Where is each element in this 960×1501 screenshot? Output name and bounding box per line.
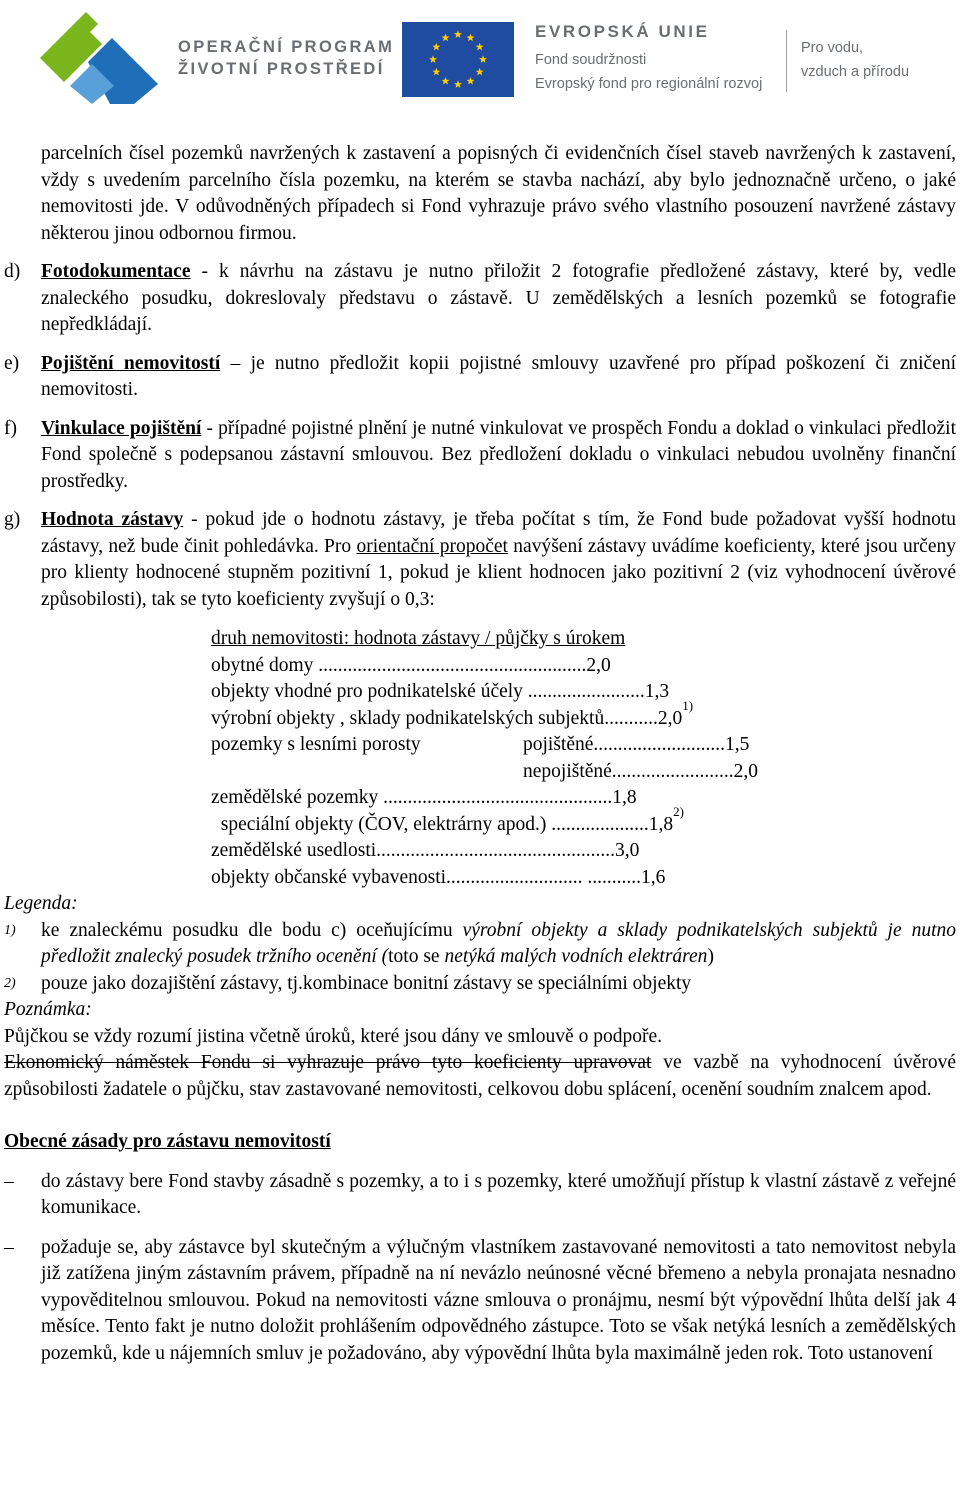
item-e-title: Pojištění nemovitostí xyxy=(41,352,221,374)
item-e xyxy=(4,351,956,404)
coef-row-footnote: 1) xyxy=(682,697,694,713)
bullet-marker: – xyxy=(4,1236,14,1258)
note-struck-text: Ekonomický náměstek Fondu si vyhrazuje právo tyto koeficienty upravovat xyxy=(4,1052,652,1073)
bullet-text: požaduje se, aby zástavce byl skutečným a výlučným vlastníkem zastavované nemovitosti a tato nemovitost nebyla již zatížena jiným zástavním právem, případně na ní nevázlo neúnosné věcné břemeno a nebyla pronajata nesnadno vypověditelnou smlouvou. Pokud na nemovitosti vázne smlouva o pronájmu, nesmí být výpovědní lhůta delší jak 4 měsíce. Tento fakt je nutno doložit prohlášením odpovědného zástupce. Toto se však netýká lesních a zemědělských pozemků, kde u nájemních smluv je požadováno, aby výpovědní lhůta byla maximálně jeden rok. Toto ustanovení xyxy=(41,1236,956,1364)
coef-row xyxy=(211,759,956,786)
coef-row-sub-uninsured: nepojištěné.........................2,0 xyxy=(523,760,759,782)
note-title: Poznámka: xyxy=(4,999,92,1020)
legend-item-2 xyxy=(4,971,956,998)
item-f xyxy=(4,416,956,496)
item-f-text: - případné pojistné plnění je nutné vinkulovat ve prospěch Fondu a doklad o vinkulaci předložit Fond společně s podepsanou zástavní smlouvou. Bez předložení dokladu o vinkulaci nebudou uvolněny finanční prostředky. xyxy=(41,417,956,492)
coef-row xyxy=(211,865,956,892)
item-e-marker: e) xyxy=(4,352,20,374)
note-line-1: Půjčkou se vždy rozumí jistina včetně úroků, které jsou dány ve smlouvě o podpoře. xyxy=(4,1025,662,1047)
document-body xyxy=(4,141,956,1367)
coef-row-label: objekty občanské vybavenosti............................ ...........1,6 xyxy=(211,866,666,888)
item-f-marker: f) xyxy=(4,417,17,439)
legend-1-text-c: toto se xyxy=(388,946,445,967)
legend-1-text-b: výrobní objekty a sklady podnikatelských subjektů je nutno předložit znalecký posudek tržního ocenění ( xyxy=(41,919,956,967)
item-d xyxy=(4,259,956,339)
program-line-2: ŽIVOTNÍ PROSTŘEDÍ xyxy=(178,60,385,78)
coef-row xyxy=(211,697,956,733)
program-line-1: OPERAČNÍ PROGRAM xyxy=(178,38,395,56)
coef-row-sub-insured: pojištěné...........................1,5 xyxy=(523,734,750,755)
bullet-text: do zástavy bere Fond stavby zásadně s pozemky, a to i s pozemky, které umožňují přístup k vlastní zástavě z veřejné komunikace. xyxy=(41,1170,956,1218)
item-d-title: Fotodokumentace xyxy=(41,261,191,282)
legend-1-text-a: ke znaleckému posudku dle bodu c) oceňujícímu xyxy=(41,919,463,941)
eu-fund-regional: Evropský fond pro regionální rozvoj xyxy=(535,76,763,92)
section-title: Obecné zásady pro zástavu nemovitostí xyxy=(4,1131,331,1152)
item-g-marker: g) xyxy=(4,509,21,530)
coef-row xyxy=(211,679,956,706)
eu-flag-icon xyxy=(402,22,514,97)
item-d-marker: d) xyxy=(4,261,21,282)
coef-row-label: zemědělské pozemky ...............................................1,8 xyxy=(211,787,637,808)
coef-row xyxy=(211,785,956,812)
legend-1-text-d: netýká malých vodních elektráren xyxy=(444,946,708,967)
list-item xyxy=(4,1169,956,1222)
op-zp-logo-icon xyxy=(40,12,158,104)
item-g-link: orientační propočet xyxy=(356,535,508,557)
legend-2-marker: 2) xyxy=(4,975,16,991)
item-e-text: – je nutno předložit kopii pojistné smlouvy uzavřené pro případ poškození či zničení nemovitosti. xyxy=(41,352,957,400)
eu-fund-cohesion: Fond soudržnosti xyxy=(535,52,647,68)
coef-row-label: zemědělské usedlosti.................................................3,0 xyxy=(211,840,640,861)
eu-title: EVROPSKÁ UNIE xyxy=(535,22,710,41)
header-divider xyxy=(786,30,787,92)
slogan-line-1: Pro vodu, xyxy=(801,40,864,56)
coef-row xyxy=(211,838,956,865)
item-g xyxy=(4,507,956,613)
coef-row-label: speciální objekty (ČOV, elektrárny apod.) ....................1,8 xyxy=(211,813,674,835)
note-rest-text: ve vazbě na vyhodnocení úvěrové způsobilosti žadatele o půjčku, stav zastavované nemovitosti, celkovou dobu splácení, ocenění soudním znalcem apod. xyxy=(4,1052,956,1100)
legend-item-1 xyxy=(4,918,956,971)
coef-heading: druh nemovitosti: hodnota zástavy / půjčky s úrokem xyxy=(211,628,626,649)
coef-row-label: pozemky s lesními porosty xyxy=(211,734,421,755)
item-f-title: Vinkulace pojištění xyxy=(41,417,202,439)
list-item xyxy=(4,1235,956,1368)
slogan-line-2: vzduch a přírodu xyxy=(801,64,910,80)
legend-2-text: pouze jako dozajištění zástavy, tj.kombinace bonitní zástavy se speciálními objekty xyxy=(41,972,692,994)
legend-1-marker: 1) xyxy=(4,922,16,938)
item-g-text-2: navýšení zástavy uvádíme koeficienty, které jsou určeny pro klienty hodnocené stupněm pozitivní 1, pokud je klient hodnocen jako pozitivní 2 (viz vyhodnocení úvěrové způsobilosti), tak se tyto koeficienty zvyšují o 0,3: xyxy=(41,535,956,610)
coef-row-label: objekty vhodné pro podnikatelské účely ........................1,3 xyxy=(211,681,670,702)
coef-row-label: výrobní objekty , sklady podnikatelských subjektů...........2,0 xyxy=(211,707,683,729)
coef-row xyxy=(211,803,956,839)
coef-row-footnote: 2) xyxy=(673,803,684,819)
coef-row xyxy=(211,653,956,680)
item-g-text-1: - pokud jde o hodnotu zástavy, je třeba počítat s tím, že Fond bude požadovat vyšší hodnotu zástavy, než bude činit pohledávka. Pro xyxy=(41,509,956,557)
legend-title: Legenda: xyxy=(4,893,78,914)
coef-row-label: obytné domy .......................................................2,0 xyxy=(211,654,611,676)
intro-paragraph: parcelních čísel pozemků navržených k zastavení a popisných či evidenčních čísel staveb navržených k zastavení, vždy s uvedením parcelního čísla pozemku, na kterém se stavba nachází, aby bylo jednoznačně určeno, o jaké nemovitosti jde. V odůvodněných případech si Fond vyhrazuje právo svého vlastního posouzení navržené zástavy některou jinou odbornou firmou. xyxy=(41,143,956,244)
bullet-marker: – xyxy=(4,1170,14,1192)
coefficient-table xyxy=(211,626,956,891)
slogan xyxy=(801,36,909,84)
note-paragraph xyxy=(4,1050,956,1103)
coef-row xyxy=(211,732,956,759)
legend-1-text-e: ) xyxy=(707,946,714,967)
program-name xyxy=(178,36,394,80)
item-g-title: Hodnota zástavy xyxy=(41,509,184,530)
item-d-text: - k návrhu na zástavu je nutno přiložit 2 fotografie předložené zástavy, které by, vedle znaleckého posudku, dokreslovaly představu o zástavě. U zemědělských a lesních pozemků se fotografie nepředkládají. xyxy=(41,261,956,335)
page-header xyxy=(0,0,960,110)
